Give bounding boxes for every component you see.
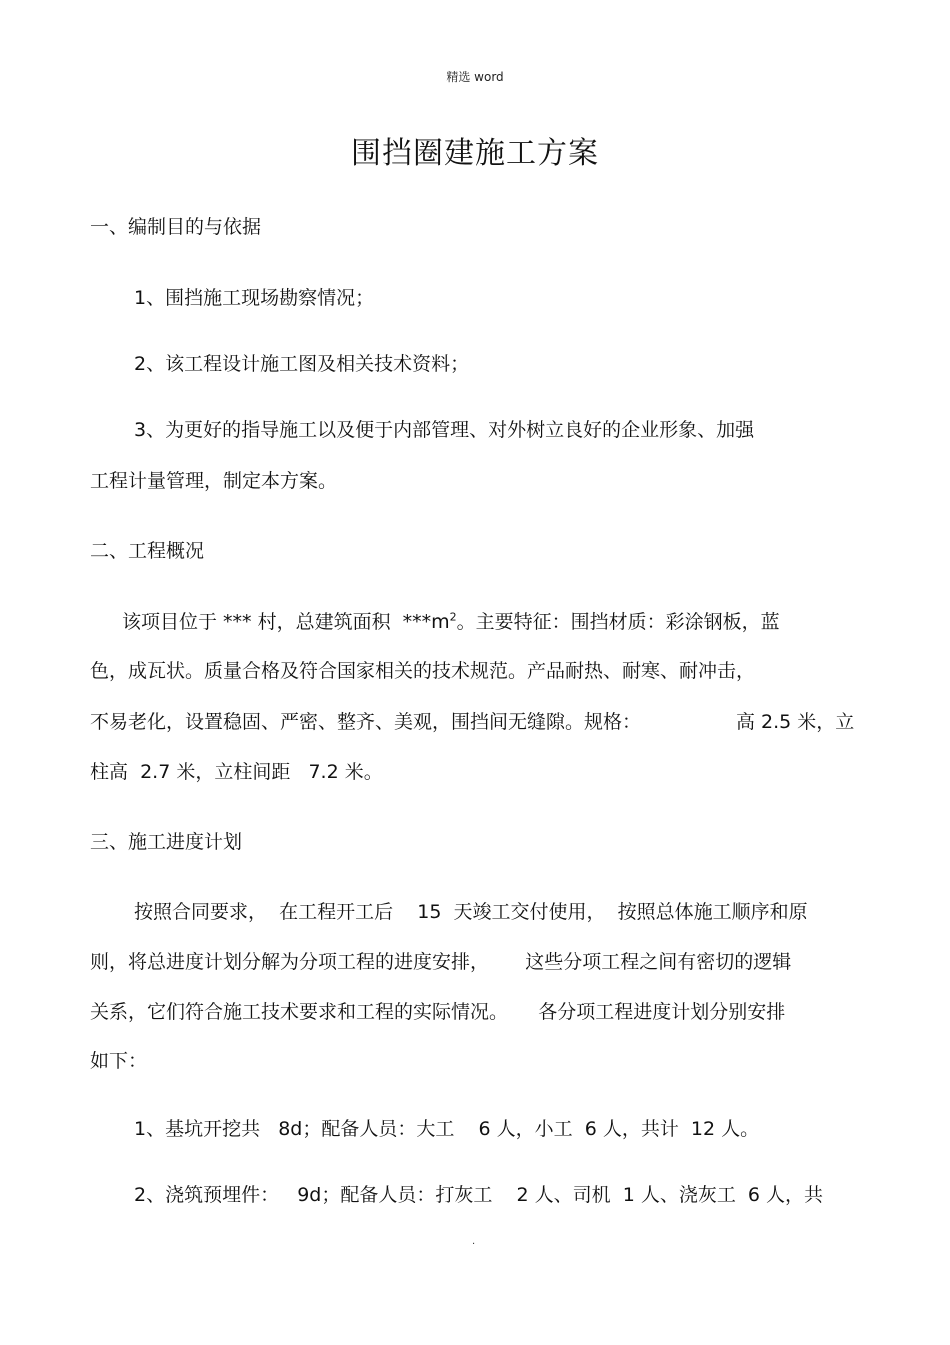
s2-line-1b: 。主要特征：围挡材质：彩涂钢板，蓝	[456, 611, 780, 633]
section-heading-2: 二、工程概况	[90, 540, 205, 562]
s1-item-3: 3、为更好的指导施工以及便于内部管理、对外树立良好的企业形象、加强	[134, 419, 755, 441]
s3-paragraph-line-2: 则，将总进度计划分解为分项工程的进度安排， 这些分项工程之间有密切的逻辑	[90, 951, 792, 973]
s2-paragraph-line-3: 不易老化，设置稳固、严密、整齐、美观，围挡间无缝隙。规格：	[90, 711, 642, 733]
document-title: 围挡圈建施工方案	[351, 136, 599, 171]
s3-item-1: 1、基坑开挖共 8d；配备人员：大工 6 人，小工 6 人，共计 12 人。	[134, 1118, 760, 1140]
s2-paragraph-line-1	[122, 609, 780, 635]
s3-paragraph-line-1: 按照合同要求， 在工程开工后 15 天竣工交付使用， 按照总体施工顺序和原	[134, 901, 808, 923]
footer-mark: .	[472, 1236, 476, 1247]
s3-paragraph-line-3: 关系，它们符合施工技术要求和工程的实际情况。 各分项工程进度计划分别安排	[90, 1001, 786, 1023]
s1-item-2: 2、该工程设计施工图及相关技术资料；	[134, 353, 470, 375]
section-heading-3: 三、施工进度计划	[90, 831, 243, 853]
s2-paragraph-line-2: 色，成瓦状。质量合格及符合国家相关的技术规范。产品耐热、耐寒、耐冲击，	[90, 660, 756, 682]
s3-item-2: 2、浇筑预埋件： 9d；配备人员：打灰工 2 人、司机 1 人、浇灰工 6 人，共	[134, 1184, 824, 1206]
superscript-2: 2	[449, 610, 457, 624]
s1-item-1: 1、围挡施工现场勘察情况；	[134, 287, 375, 309]
section-heading-1: 一、编制目的与依据	[90, 216, 262, 238]
s1-item-3-cont: 工程计量管理，制定本方案。	[90, 470, 338, 492]
page-header: 精选 word	[446, 70, 504, 84]
s3-paragraph-line-4: 如下：	[90, 1050, 148, 1072]
s2-line-1a: 该项目位于 *** 村，总建筑面积 ***m	[122, 611, 450, 633]
s2-paragraph-line-3-spec: 高 2.5 米，立	[736, 711, 855, 733]
s2-paragraph-line-4: 柱高 2.7 米，立柱间距 7.2 米。	[90, 761, 383, 783]
